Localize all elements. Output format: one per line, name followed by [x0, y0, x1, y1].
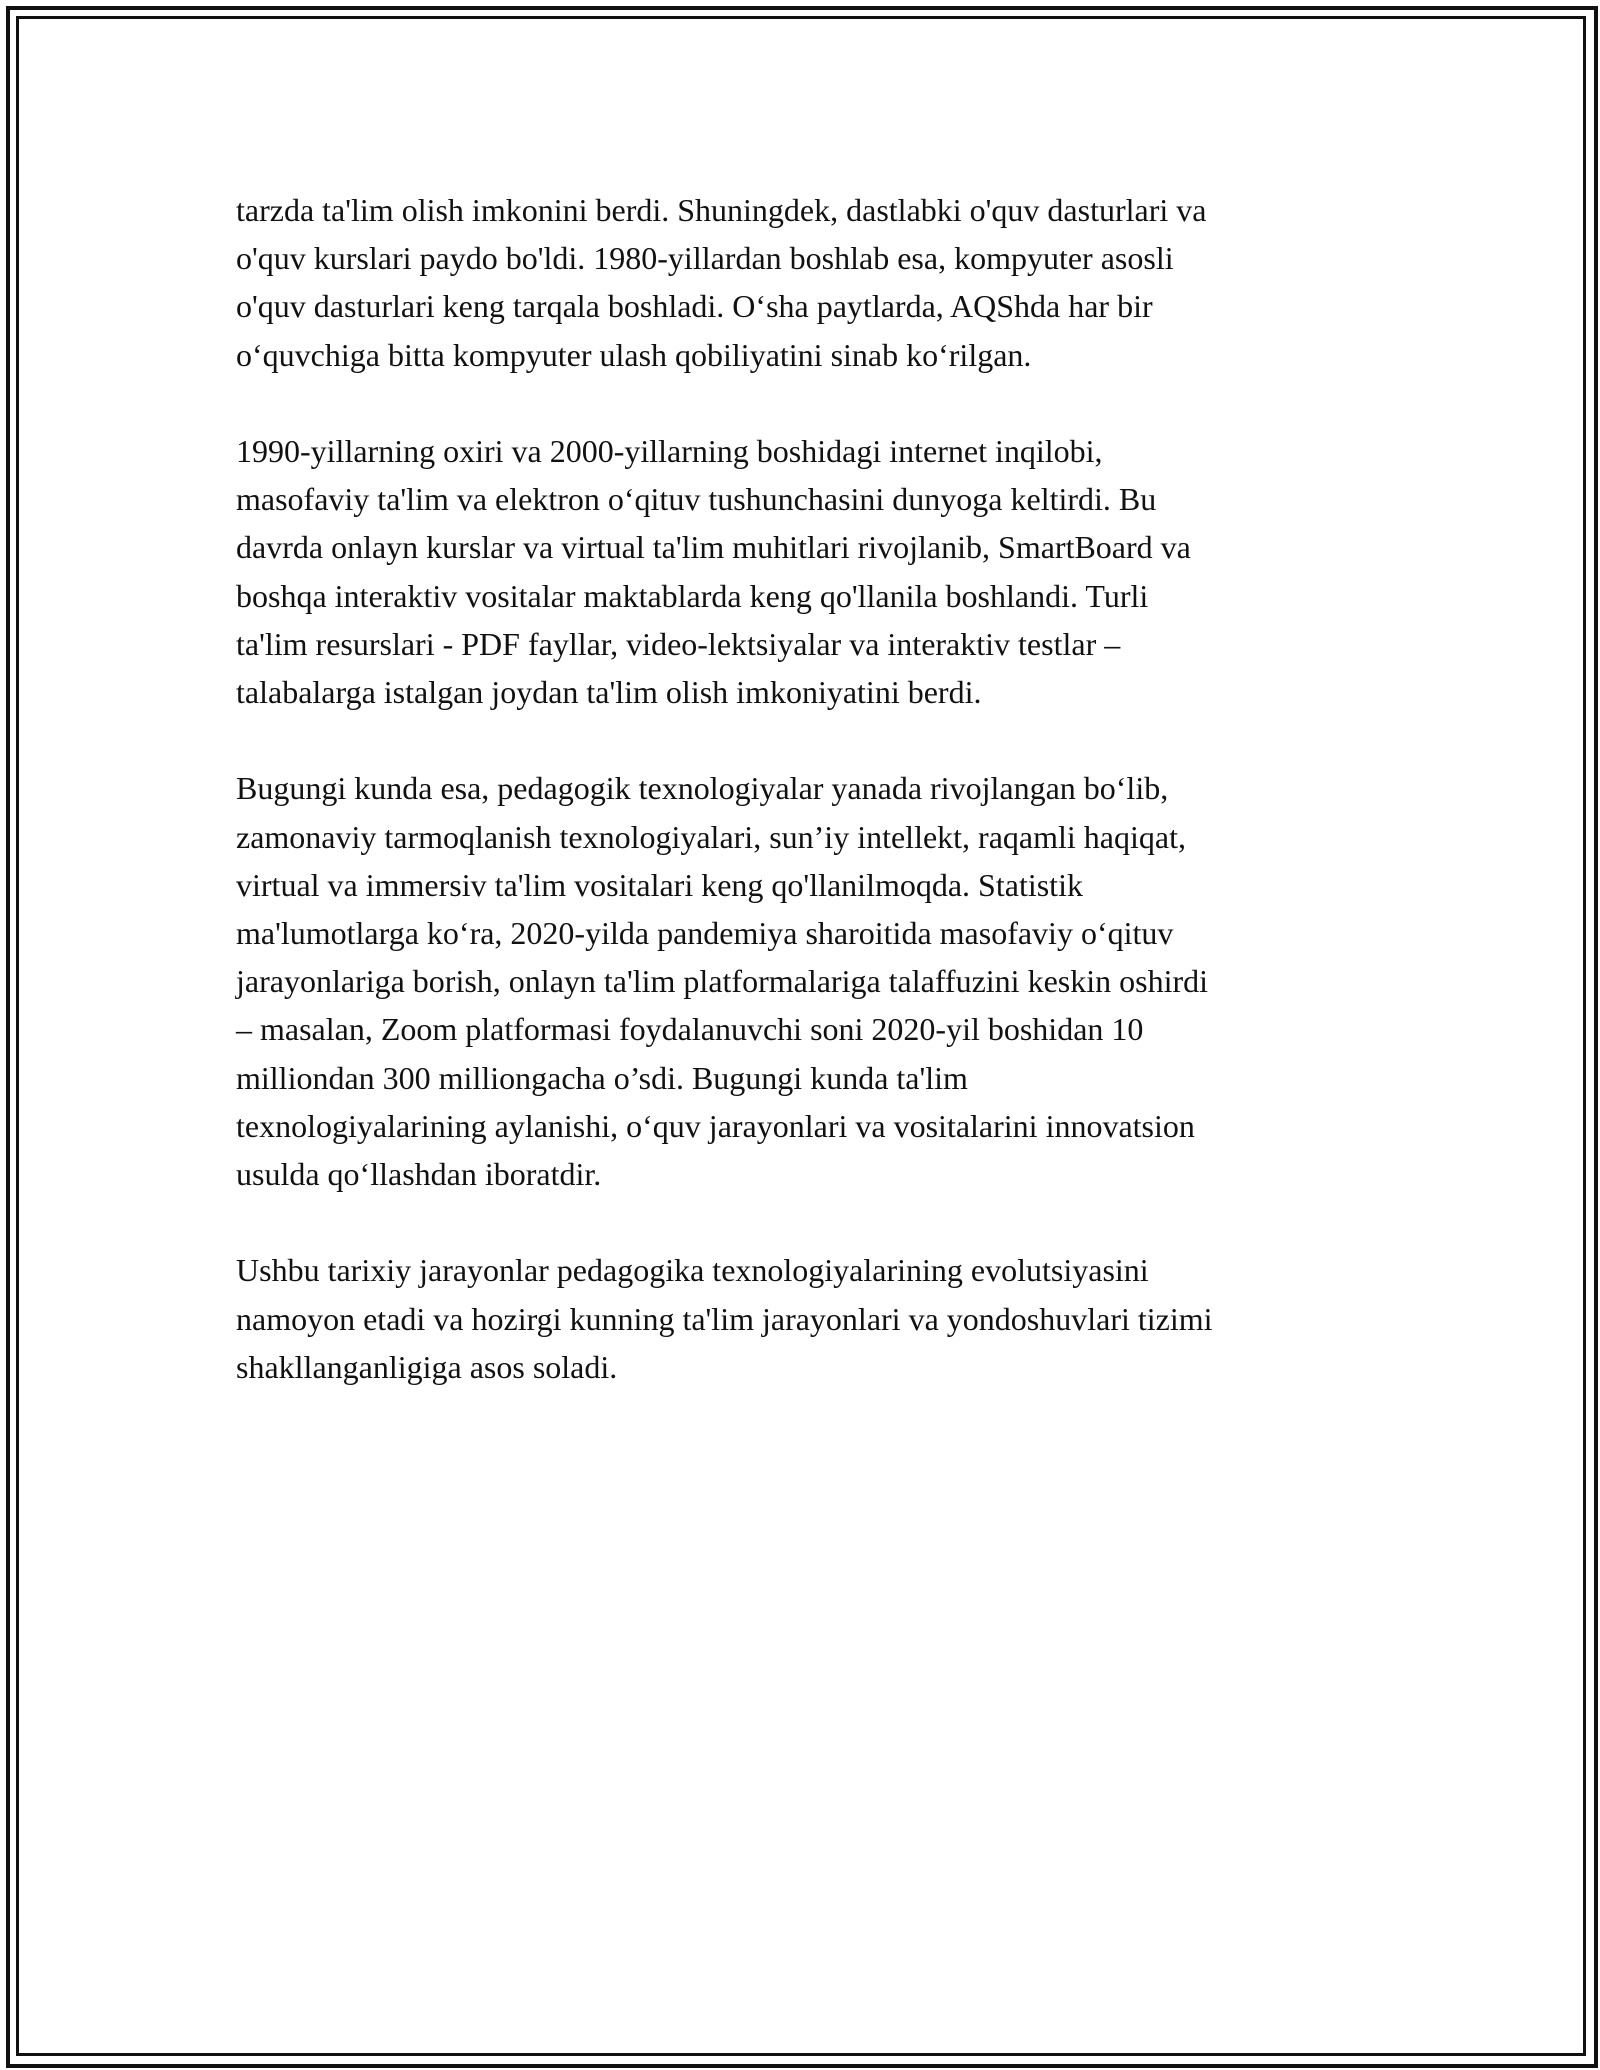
text-line: usulda qo‘llashdan iboratdir.	[236, 1156, 602, 1193]
paragraph	[236, 1246, 1371, 1391]
text-line: o‘quvchiga bitta kompyuter ulash qobiliyatini sinab ko‘rilgan.	[236, 336, 1032, 373]
paragraph-gap	[236, 1198, 1371, 1246]
text-line: jarayonlariga borish, onlayn ta'lim platformalariga talaffuzini keskin oshirdi	[236, 963, 1208, 1000]
text-line: ta'lim resurslari - PDF fayllar, video-lektsiyalar va interaktiv testlar –	[236, 625, 1121, 662]
paragraph	[236, 764, 1371, 1198]
text-line: ma'lumotlarga ko‘ra, 2020-yilda pandemiya sharoitida masofaviy o‘qituv	[236, 915, 1174, 952]
text-line: davrda onlayn kurslar va virtual ta'lim muhitlari rivojlanib, SmartBoard va	[236, 529, 1191, 566]
text-line: milliondan 300 milliongacha o’sdi. Bugungi kunda ta'lim	[236, 1059, 968, 1096]
text-line: talabalarga istalgan joydan ta'lim olish imkoniyatini berdi.	[236, 674, 982, 711]
text-line: 1990-yillarning oxiri va 2000-yillarning boshidagi internet inqilobi,	[236, 433, 1103, 469]
paragraph-gap	[236, 716, 1371, 764]
text-line: shakllanganligiga asos soladi.	[236, 1348, 618, 1385]
text-line: namoyon etadi va hozirgi kunning ta'lim jarayonlari va yondoshuvlari tizimi	[236, 1300, 1213, 1337]
text-line: virtual va immersiv ta'lim vositalari keng qo'llanilmoqda. Statistik	[236, 866, 1083, 903]
paragraph	[236, 427, 1371, 716]
text-line: masofaviy ta'lim va elektron o‘qituv tushunchasini dunyoga keltirdi. Bu	[236, 481, 1157, 518]
paragraph	[236, 186, 1371, 379]
text-line: tarzda ta'lim olish imkonini berdi. Shuningdek, dastlabki o'quv dasturlari va	[236, 192, 1207, 228]
document-body	[236, 186, 1371, 1391]
text-line: – masalan, Zoom platformasi foydalanuvchi soni 2020-yil boshidan 10	[236, 1011, 1144, 1048]
text-line: o'quv dasturlari keng tarqala boshladi. O‘sha paytlarda, AQShda har bir	[236, 288, 1153, 325]
text-line: texnologiyalarining aylanishi, o‘quv jarayonlari va vositalarini innovatsion	[236, 1107, 1195, 1144]
text-line: Ushbu tarixiy jarayonlar pedagogika texnologiyalarining evolutsiyasini	[236, 1252, 1149, 1289]
paragraph-gap	[236, 379, 1371, 427]
text-line: zamonaviy tarmoqlanish texnologiyalari, sun’iy intellekt, raqamli haqiqat,	[236, 818, 1186, 855]
text-line: boshqa interaktiv vositalar maktablarda keng qo'llanila boshlandi. Turli	[236, 577, 1149, 614]
text-line: o'quv kurslari paydo bo'ldi. 1980-yillardan boshlab esa, kompyuter asosli	[236, 240, 1174, 277]
text-line: Bugungi kunda esa, pedagogik texnologiyalar yanada rivojlangan bo‘lib,	[236, 770, 1169, 807]
